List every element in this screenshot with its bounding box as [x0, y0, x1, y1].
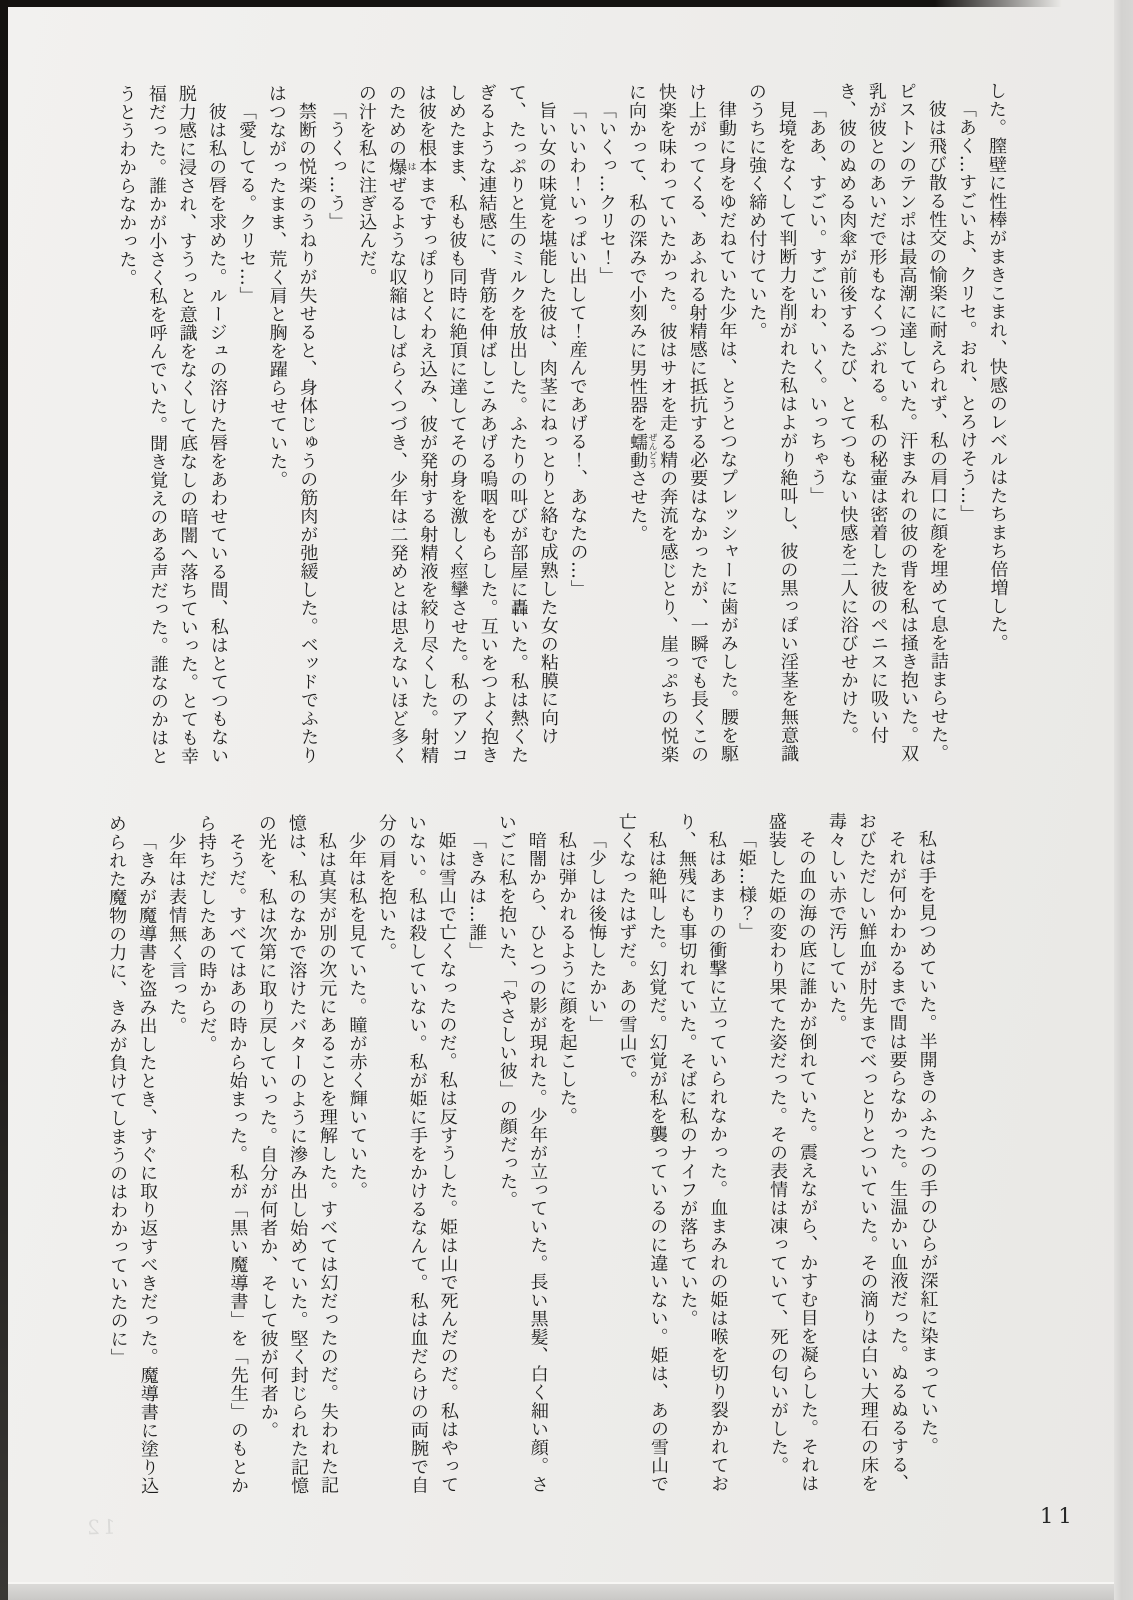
paragraph: 「うくっ…う」 — [325, 101, 348, 231]
paragraph: そうだ。すべてはあの時から始まった。私が「黒い魔導書」を「先生」のもとから持ちだしたあの時からだ。 — [195, 814, 250, 1495]
paragraph: した。膣壁に性棒がまきこまれ、快感のレベルはたちまち倍増した。 — [985, 81, 1009, 652]
paragraph: 少年は表情無く言った。 — [165, 832, 188, 1035]
scan-edge-bottom — [8, 1582, 1114, 1600]
paragraph: 私は絶叫した。幻覚だ。幻覚が私を襲っているのに違いない。姫は、あの雪山で亡くなったはずだ。あの雪山で。 — [615, 812, 670, 1493]
scan-edge-top — [0, 0, 1062, 7]
paragraph: 姫は雪山で亡くなったのだ。私は反すうした。姫は山で死んだのだ。私はやっていない。私は殺していない。私が姫に手をかけるなんて。私は血だらけの両腕で自分の肩を抱いた。 — [375, 813, 460, 1495]
paragraph: 私は弾かれるように顔を起こした。 — [555, 830, 578, 1126]
paragraph: 「きみが魔導書を盗み出したとき、すぐに取り返すべきだった。魔導書に塗り込められた魔物の力に、きみが負けてしまうのはわかっていたのに」 — [105, 814, 160, 1495]
top-text-block — [111, 81, 1013, 776]
scan-edge-left — [0, 0, 8, 1600]
paragraph: 旨い女の味覚を堪能した彼は、肉茎にねっとりと絡む成熟した女の粘膜に向けて、たっぷりと生のミルクを放出した。ふたりの叫びが部屋に轟いた。私は熱くたぎるような連結感に、背筋を伸ばしこみあげる嗚咽をもらした。互いをつよく抱きしめたまま、私も彼も同時に絶頂に達してその身を激しく痙攣させた。私のアソコは彼を根本まですっぽりとくわえ込み、彼が発射する射精液を絞り尽くした。射精のための爆はぜるような収縮はしばらくつづき、少年は二発めとは思えないほど多くの汁を私に注ぎ込んだ。 — [355, 83, 560, 765]
paragraph: 禁断の悦楽のうねりが失せると、身体じゅうの筋肉が弛緩した。ベッドでふたりはつながったまま、荒く肩と胸を躍らせていた。 — [265, 83, 320, 765]
paragraph: 彼は飛び散る性交の愉楽に耐えられず、私の肩口に顔を埋めて息を詰まらせた。ピストンのテンポは最高潮に達していた。汗まみれの彼の背を私は掻き抱いた。双乳が彼とのあいだで形もなくつぶれる。私の秘壷は密着した彼のペニスに吸い付き、彼のぬめる肉傘が前後するたび、とてつもない快感を二人に浴びせかけた。 — [835, 81, 950, 763]
paragraph: 「愛してる。クリセ…」 — [235, 102, 258, 305]
paragraph: 少年は私を見ていた。瞳が赤く輝いていた。 — [345, 831, 369, 1200]
paragraph: 見境をなくして判断力を削がれた私はよがり絶叫し、彼の黒っぽい淫茎を無意識のうちに強く締め付けていた。 — [745, 82, 800, 763]
paragraph: 律動に身をゆだねていた少年は、とうとつなプレッシャーに歯がみした。腰を駆け上がってくる、あふれる射精感に抵抗する必要はなかったが、一瞬でも長くこの快楽を味わっていたかった。彼はサオを走る精の奔流を感じとり、崖っぷちの悦楽に向かって、私の深みで小刻みに男性器を蠕動ぜんどうさせた。 — [625, 82, 740, 764]
paragraph: それが何かわかるまで間は要らなかった。生温かい血液だった。ぬるぬるする、おびただしい鮮血が肘先までべっとりとついていた。その滴りは白い大理石の床を毒々しい赤で汚していた。 — [825, 811, 910, 1493]
paragraph: 「少しは後悔したかい」 — [585, 830, 608, 1034]
paragraph: 「あく…すごいよ、クリセ。おれ、とろけそう…」 — [955, 99, 979, 523]
paragraph: 「いいわ！いっぱい出して！産んであげる！、あなたの…」 — [565, 100, 589, 598]
paragraph: その血の海の底に誰かが倒れていた。震えながら、かすむ目を凝らした。それは盛装した姫の変わり果てた姿だった。その表情は凍っていて、死の匂いがした。 — [765, 812, 820, 1493]
paragraph: 「ああ、すごい。すごいわ、いく。いっちゃう」 — [805, 100, 829, 505]
paragraph: 「いくっ…クリセ！」 — [595, 100, 618, 285]
bottom-text-block — [101, 812, 943, 1507]
paragraph: 私は手を見つめていた。半開きのふたつの手のひらが深紅に染まっていた。 — [915, 829, 940, 1456]
scan-edge-right — [1114, 0, 1133, 1600]
paragraph: 「姫…様？」 — [735, 830, 758, 941]
paragraph: 暗闇から、ひとつの影が現れた。少年が立っていた。長い黒髪、白く細い顔。さいごに私を抱いた、「やさしい彼」の顔だった。 — [495, 813, 550, 1494]
page-number: 11 — [1040, 1504, 1077, 1528]
paragraph: 私はあまりの衝撃に立っていられなかった。血まみれの姫は喉を切り裂かれており、無残にも事切れていた。そばに私のナイフが落ちていた。 — [675, 812, 730, 1493]
paragraph: 彼は私の唇を求めた。ルージュの溶けた唇をあわせている間、私はとてつもない脱力感に浸され、すうっと意識をなくして底なしの暗闇へ落ちていった。とても幸福だった。誰かが小さく私を呼んでいた。聞き覚えのある声だった。誰なのかはとうとうわからなかった。 — [115, 84, 230, 766]
paragraph: 「きみは…誰」 — [465, 831, 488, 961]
paragraph: 私は真実が別の次元にあることを理解した。すべては幻だったのだ。失われた記憶は、私のなかで溶けたバターのように滲み出し始めていた。堅く封じられた記憶の光を、私は次第に取り戻していった。自分が何者か、そして彼が何者か。 — [255, 813, 340, 1495]
bleed-through-page-number: 12 — [83, 1514, 116, 1540]
